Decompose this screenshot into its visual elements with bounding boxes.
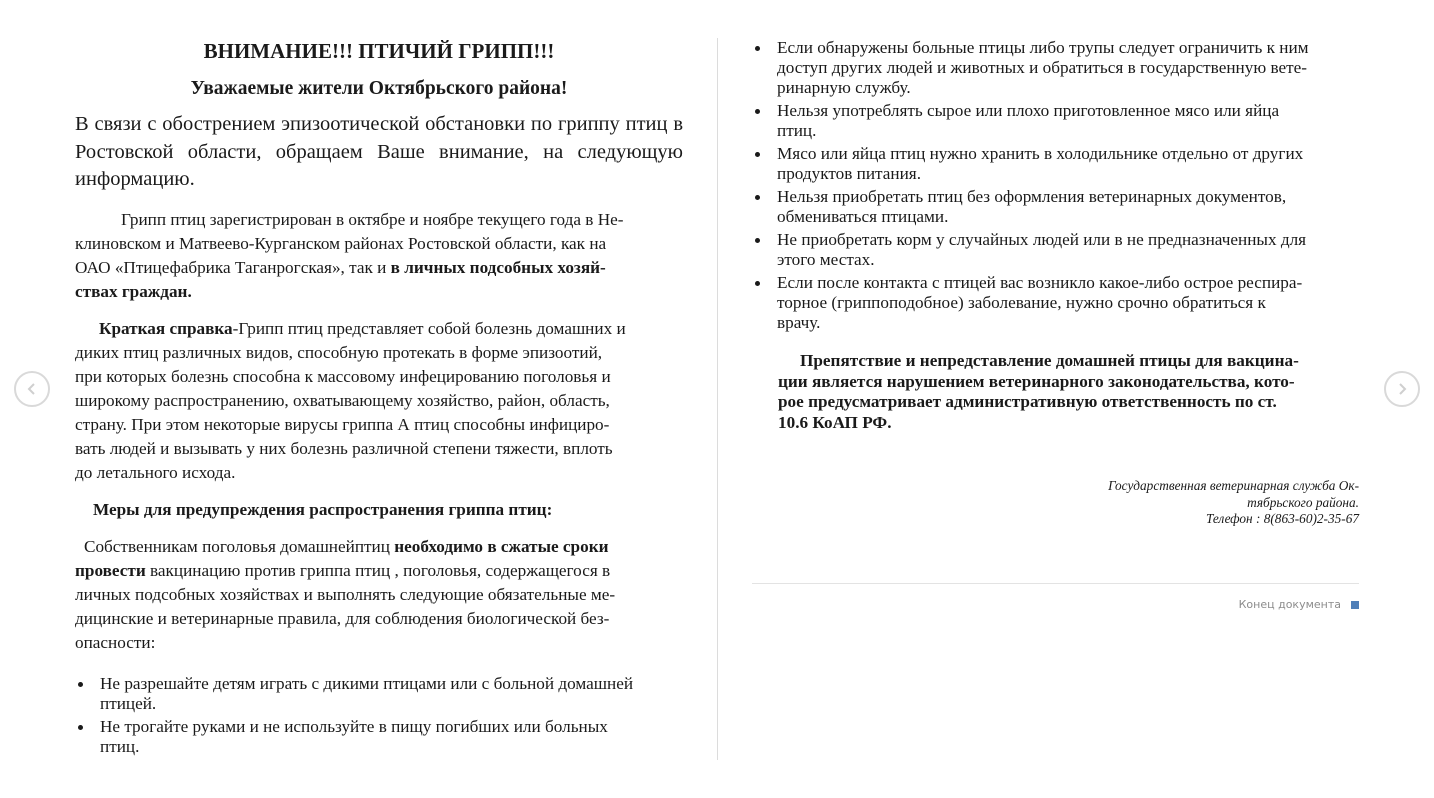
list-item: Не приобретать корм у случайных людей или в не предназначенных для этого местах. (752, 230, 1359, 270)
list-item: Нельзя приобретать птиц без оформления ветеринарных документов, обмениваться птицами. (752, 187, 1359, 227)
greeting-heading: Уважаемые жители Октябрьского района! (190, 78, 568, 99)
intro-paragraph: В связи с обострением эпизоотической обстановки по гриппу птиц в Ростовской области, обращаем Ваше внимание, на следующую информацию. (75, 113, 683, 190)
list-item: Нельзя употреблять сырое или плохо приготовленное мясо или яйца птиц. (752, 101, 1359, 141)
previous-page-button[interactable] (14, 371, 50, 407)
legal-warning: Препятствие и непредставление домашней птицы для вакцина- ции является нарушением ветеринарного законодательства, кото- рое предусматривает административную ответственность по ст. 10.6 КоАП РФ. (778, 351, 1299, 432)
end-of-document-marker: Конец документа (1239, 598, 1359, 611)
end-square-icon (1351, 601, 1359, 609)
list-item: Если обнаружены больные птицы либо трупы следует ограничить к ним доступ других людей и животных и обратиться в государственную вете- ринарную службу. (752, 38, 1359, 98)
list-item: Если после контакта с птицей вас возникло какое-либо острое респира- торное (гриппоподобное) заболевание, нужно срочно обратиться к врачу. (752, 273, 1359, 333)
chevron-right-icon (1395, 382, 1409, 396)
list-item: Не трогайте руками и не используйте в пищу погибших или больных птиц. (75, 717, 683, 757)
chevron-left-icon (25, 382, 39, 396)
flu-registered-paragraph: Грипп птиц зарегистрирован в октябре и ноябре текущего года в Не- клиновском и Матвеево-Курганском районах Ростовской области, как на ОАО «Птицефабрика Таганрогская», так и в личных подсобных хозяй- ствах граждан. (75, 209, 624, 301)
right-bullet-list (752, 38, 1359, 333)
left-bullet-list (75, 674, 683, 757)
end-divider (752, 583, 1359, 584)
signature-block: Государственная ветеринарная служба Ок- тябрьского района. Телефон : 8(863-60)2-35-67 (1108, 478, 1359, 526)
list-item: Не разрешайте детям играть с дикими птицами или с больной домашней птицей. (75, 674, 683, 714)
next-page-button[interactable] (1384, 371, 1420, 407)
document-page-left (75, 38, 683, 760)
measures-heading: Меры для предупреждения распространения гриппа птиц: (93, 499, 553, 519)
list-item: Мясо или яйца птиц нужно хранить в холодильнике отдельно от других продуктов питания. (752, 144, 1359, 184)
document-page-right (752, 38, 1359, 611)
page-divider (717, 38, 718, 760)
document-title: ВНИМАНИЕ!!! ПТИЧИЙ ГРИПП!!! (203, 39, 555, 63)
brief-info-paragraph: Краткая справка-Грипп птиц представляет собой болезнь домашних и диких птиц различных видов, способную протекать в форме эпизоотий, при которых болезнь способна к массовому инфецированию поголовья и широкому распространению, охватывающему хозяйство, район, область, страну. При этом некоторые вирусы гриппа А птиц способны инфициро- вать людей и вызывать у них болезнь различной степени тяжести, вплоть до летального исхода. (75, 318, 626, 482)
owners-paragraph: Собственникам поголовья домашнейптиц необходимо в сжатые сроки провести вакцинацию против гриппа птиц , поголовья, содержащегося в личных подсобных хозяйствах и выполнять следующие обязательные ме- дицинские и ветеринарные правила, для соблюдения биологической без- опасности: (75, 536, 616, 652)
